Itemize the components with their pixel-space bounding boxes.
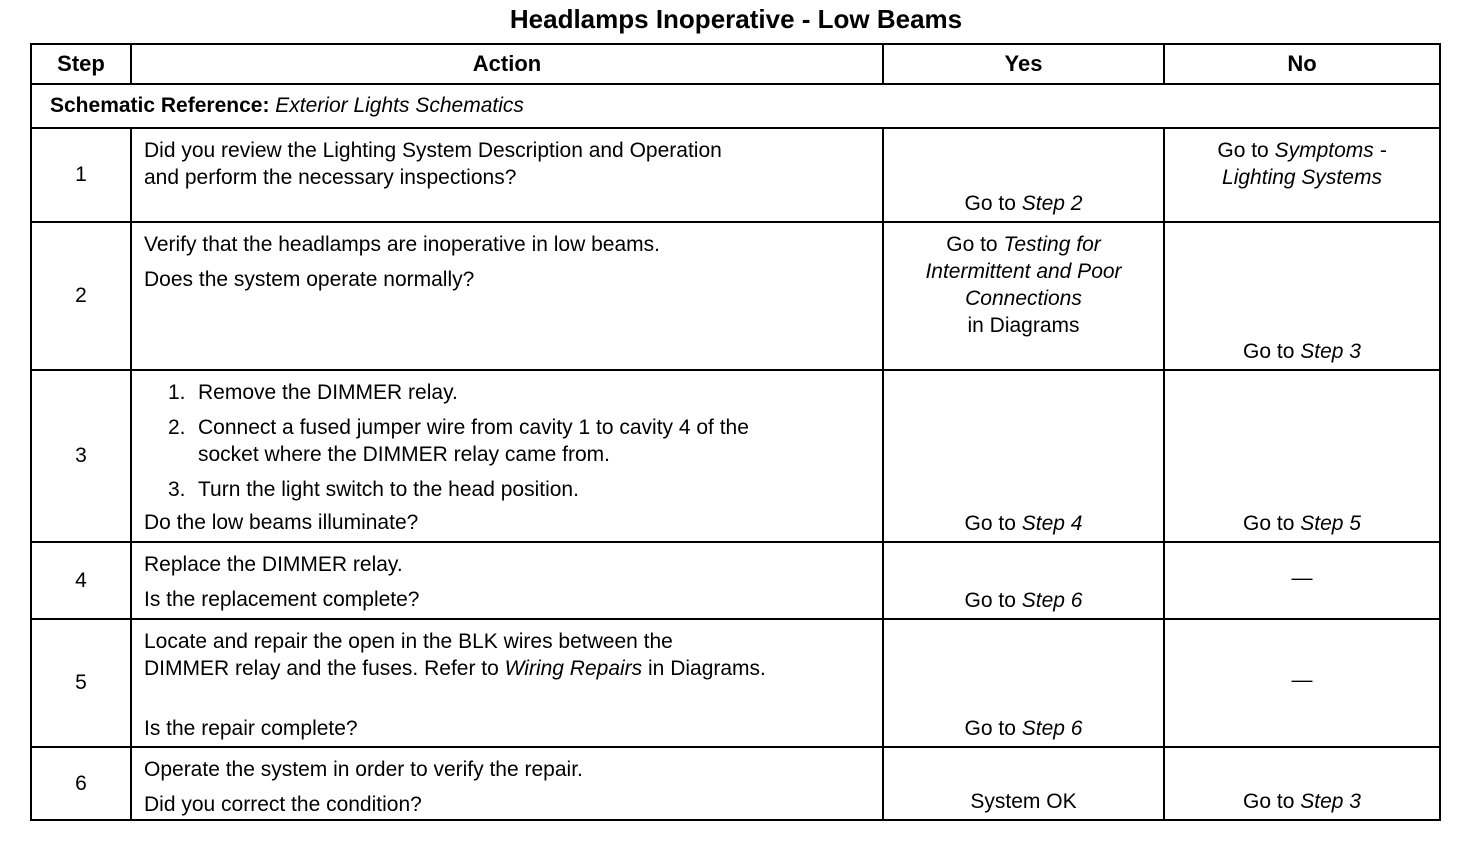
yes-result bbox=[884, 223, 1163, 339]
no-cell bbox=[1164, 370, 1440, 542]
question-text: Is the replacement complete? bbox=[144, 588, 420, 611]
step-link[interactable]: Step 3 bbox=[1300, 790, 1361, 813]
header-action: Action bbox=[131, 44, 883, 84]
go-to-text: Go to bbox=[964, 512, 1016, 535]
go-to-text: Go to bbox=[964, 589, 1016, 612]
action-text: Verify that the headlamps are inoperative in low beams. bbox=[144, 233, 660, 256]
yes-result bbox=[884, 190, 1163, 217]
step-link[interactable]: Step 3 bbox=[1300, 340, 1361, 363]
no-cell bbox=[1164, 747, 1440, 820]
no-cell bbox=[1164, 542, 1440, 619]
action-cell bbox=[131, 128, 883, 222]
action-text: Did you review the Lighting System Description and Operation bbox=[144, 139, 722, 162]
action-text: Operate the system in order to verify the repair. bbox=[144, 758, 583, 781]
action-text: and perform the necessary inspections? bbox=[144, 166, 517, 189]
go-to-text: Go to bbox=[1243, 512, 1295, 535]
testing-link[interactable]: Connections bbox=[965, 287, 1082, 310]
header-step: Step bbox=[31, 44, 131, 84]
go-to-text: Go to bbox=[964, 717, 1016, 740]
go-to-text: Go to bbox=[1243, 790, 1295, 813]
action-text: Locate and repair the open in the BLK wires between the bbox=[144, 630, 673, 653]
schematic-link[interactable]: Exterior Lights Schematics bbox=[275, 94, 524, 117]
schematic-reference bbox=[31, 84, 1440, 128]
action-cell bbox=[131, 542, 883, 619]
yes-result bbox=[884, 715, 1163, 742]
substep-list bbox=[144, 379, 872, 503]
step-link[interactable]: Step 4 bbox=[1021, 512, 1083, 535]
yes-cell bbox=[883, 128, 1164, 222]
action-cell bbox=[131, 222, 883, 370]
yes-result: System OK bbox=[970, 790, 1077, 813]
action-text: Replace the DIMMER relay. bbox=[144, 553, 403, 576]
diagrams-text: in Diagrams bbox=[967, 314, 1080, 337]
substep-text: Turn the light switch to the head position. bbox=[198, 478, 579, 501]
substep-number: 3. bbox=[168, 478, 186, 501]
yes-cell bbox=[883, 370, 1164, 542]
step-number: 5 bbox=[31, 619, 131, 747]
step-number: 4 bbox=[31, 542, 131, 619]
action-text: DIMMER relay and the fuses. Refer to bbox=[144, 657, 499, 680]
go-to-text: Go to bbox=[1243, 340, 1295, 363]
table-row bbox=[31, 542, 1440, 619]
list-item bbox=[168, 414, 872, 468]
table-row bbox=[31, 128, 1440, 222]
go-to-text: Go to bbox=[946, 233, 998, 256]
symptoms-link[interactable]: Lighting Systems bbox=[1222, 166, 1382, 189]
table-row bbox=[31, 222, 1440, 370]
go-to-text: Go to bbox=[964, 192, 1016, 215]
no-cell bbox=[1164, 128, 1440, 222]
substep-text: Connect a fused jumper wire from cavity 1 to cavity 4 of the bbox=[198, 416, 749, 439]
substep-text: Remove the DIMMER relay. bbox=[198, 381, 458, 404]
question-text: Does the system operate normally? bbox=[144, 268, 475, 291]
no-result bbox=[1165, 788, 1439, 815]
question-text: Is the repair complete? bbox=[144, 717, 358, 740]
schematic-row bbox=[31, 84, 1440, 128]
yes-cell bbox=[883, 747, 1164, 820]
action-cell bbox=[131, 619, 883, 747]
yes-cell bbox=[883, 542, 1164, 619]
header-no: No bbox=[1164, 44, 1440, 84]
action-text: in Diagrams. bbox=[648, 657, 766, 680]
yes-result bbox=[884, 587, 1163, 614]
no-result bbox=[1165, 510, 1439, 537]
no-cell bbox=[1164, 619, 1440, 747]
action-cell bbox=[131, 747, 883, 820]
table-row bbox=[31, 619, 1440, 747]
testing-link[interactable]: Testing for bbox=[1003, 233, 1101, 256]
list-item bbox=[168, 379, 872, 406]
step-number: 3 bbox=[31, 370, 131, 542]
question-text: Do the low beams illuminate? bbox=[144, 511, 419, 534]
table-row bbox=[31, 370, 1440, 542]
no-cell bbox=[1164, 222, 1440, 370]
yes-result bbox=[884, 510, 1163, 537]
no-result-dash: — bbox=[1291, 668, 1313, 692]
no-result bbox=[1165, 338, 1439, 365]
symptoms-link[interactable]: Symptoms - bbox=[1274, 139, 1387, 162]
step-link[interactable]: Step 6 bbox=[1021, 589, 1083, 612]
question-text: Did you correct the condition? bbox=[144, 793, 422, 816]
substep-number: 2. bbox=[168, 416, 186, 439]
step-number: 6 bbox=[31, 747, 131, 820]
header-yes: Yes bbox=[883, 44, 1164, 84]
list-item bbox=[168, 476, 872, 503]
step-link[interactable]: Step 6 bbox=[1021, 717, 1083, 740]
diagnostic-table bbox=[30, 43, 1441, 821]
step-link[interactable]: Step 2 bbox=[1021, 192, 1083, 215]
yes-cell bbox=[883, 222, 1164, 370]
go-to-text: Go to bbox=[1217, 139, 1269, 162]
action-cell bbox=[131, 370, 883, 542]
step-link[interactable]: Step 5 bbox=[1300, 512, 1361, 535]
no-result-dash: — bbox=[1291, 566, 1313, 590]
page-title: Headlamps Inoperative - Low Beams bbox=[509, 4, 963, 34]
yes-cell bbox=[883, 619, 1164, 747]
step-number: 1 bbox=[31, 128, 131, 222]
header-row bbox=[31, 44, 1440, 84]
schematic-label: Schematic Reference: bbox=[50, 94, 270, 117]
step-number: 2 bbox=[31, 222, 131, 370]
testing-link[interactable]: Intermittent and Poor bbox=[925, 260, 1122, 283]
substep-text: socket where the DIMMER relay came from. bbox=[198, 443, 610, 466]
no-result bbox=[1165, 129, 1439, 191]
wiring-repairs-link[interactable]: Wiring Repairs bbox=[504, 657, 643, 680]
substep-number: 1. bbox=[168, 381, 186, 404]
table-row bbox=[31, 747, 1440, 820]
